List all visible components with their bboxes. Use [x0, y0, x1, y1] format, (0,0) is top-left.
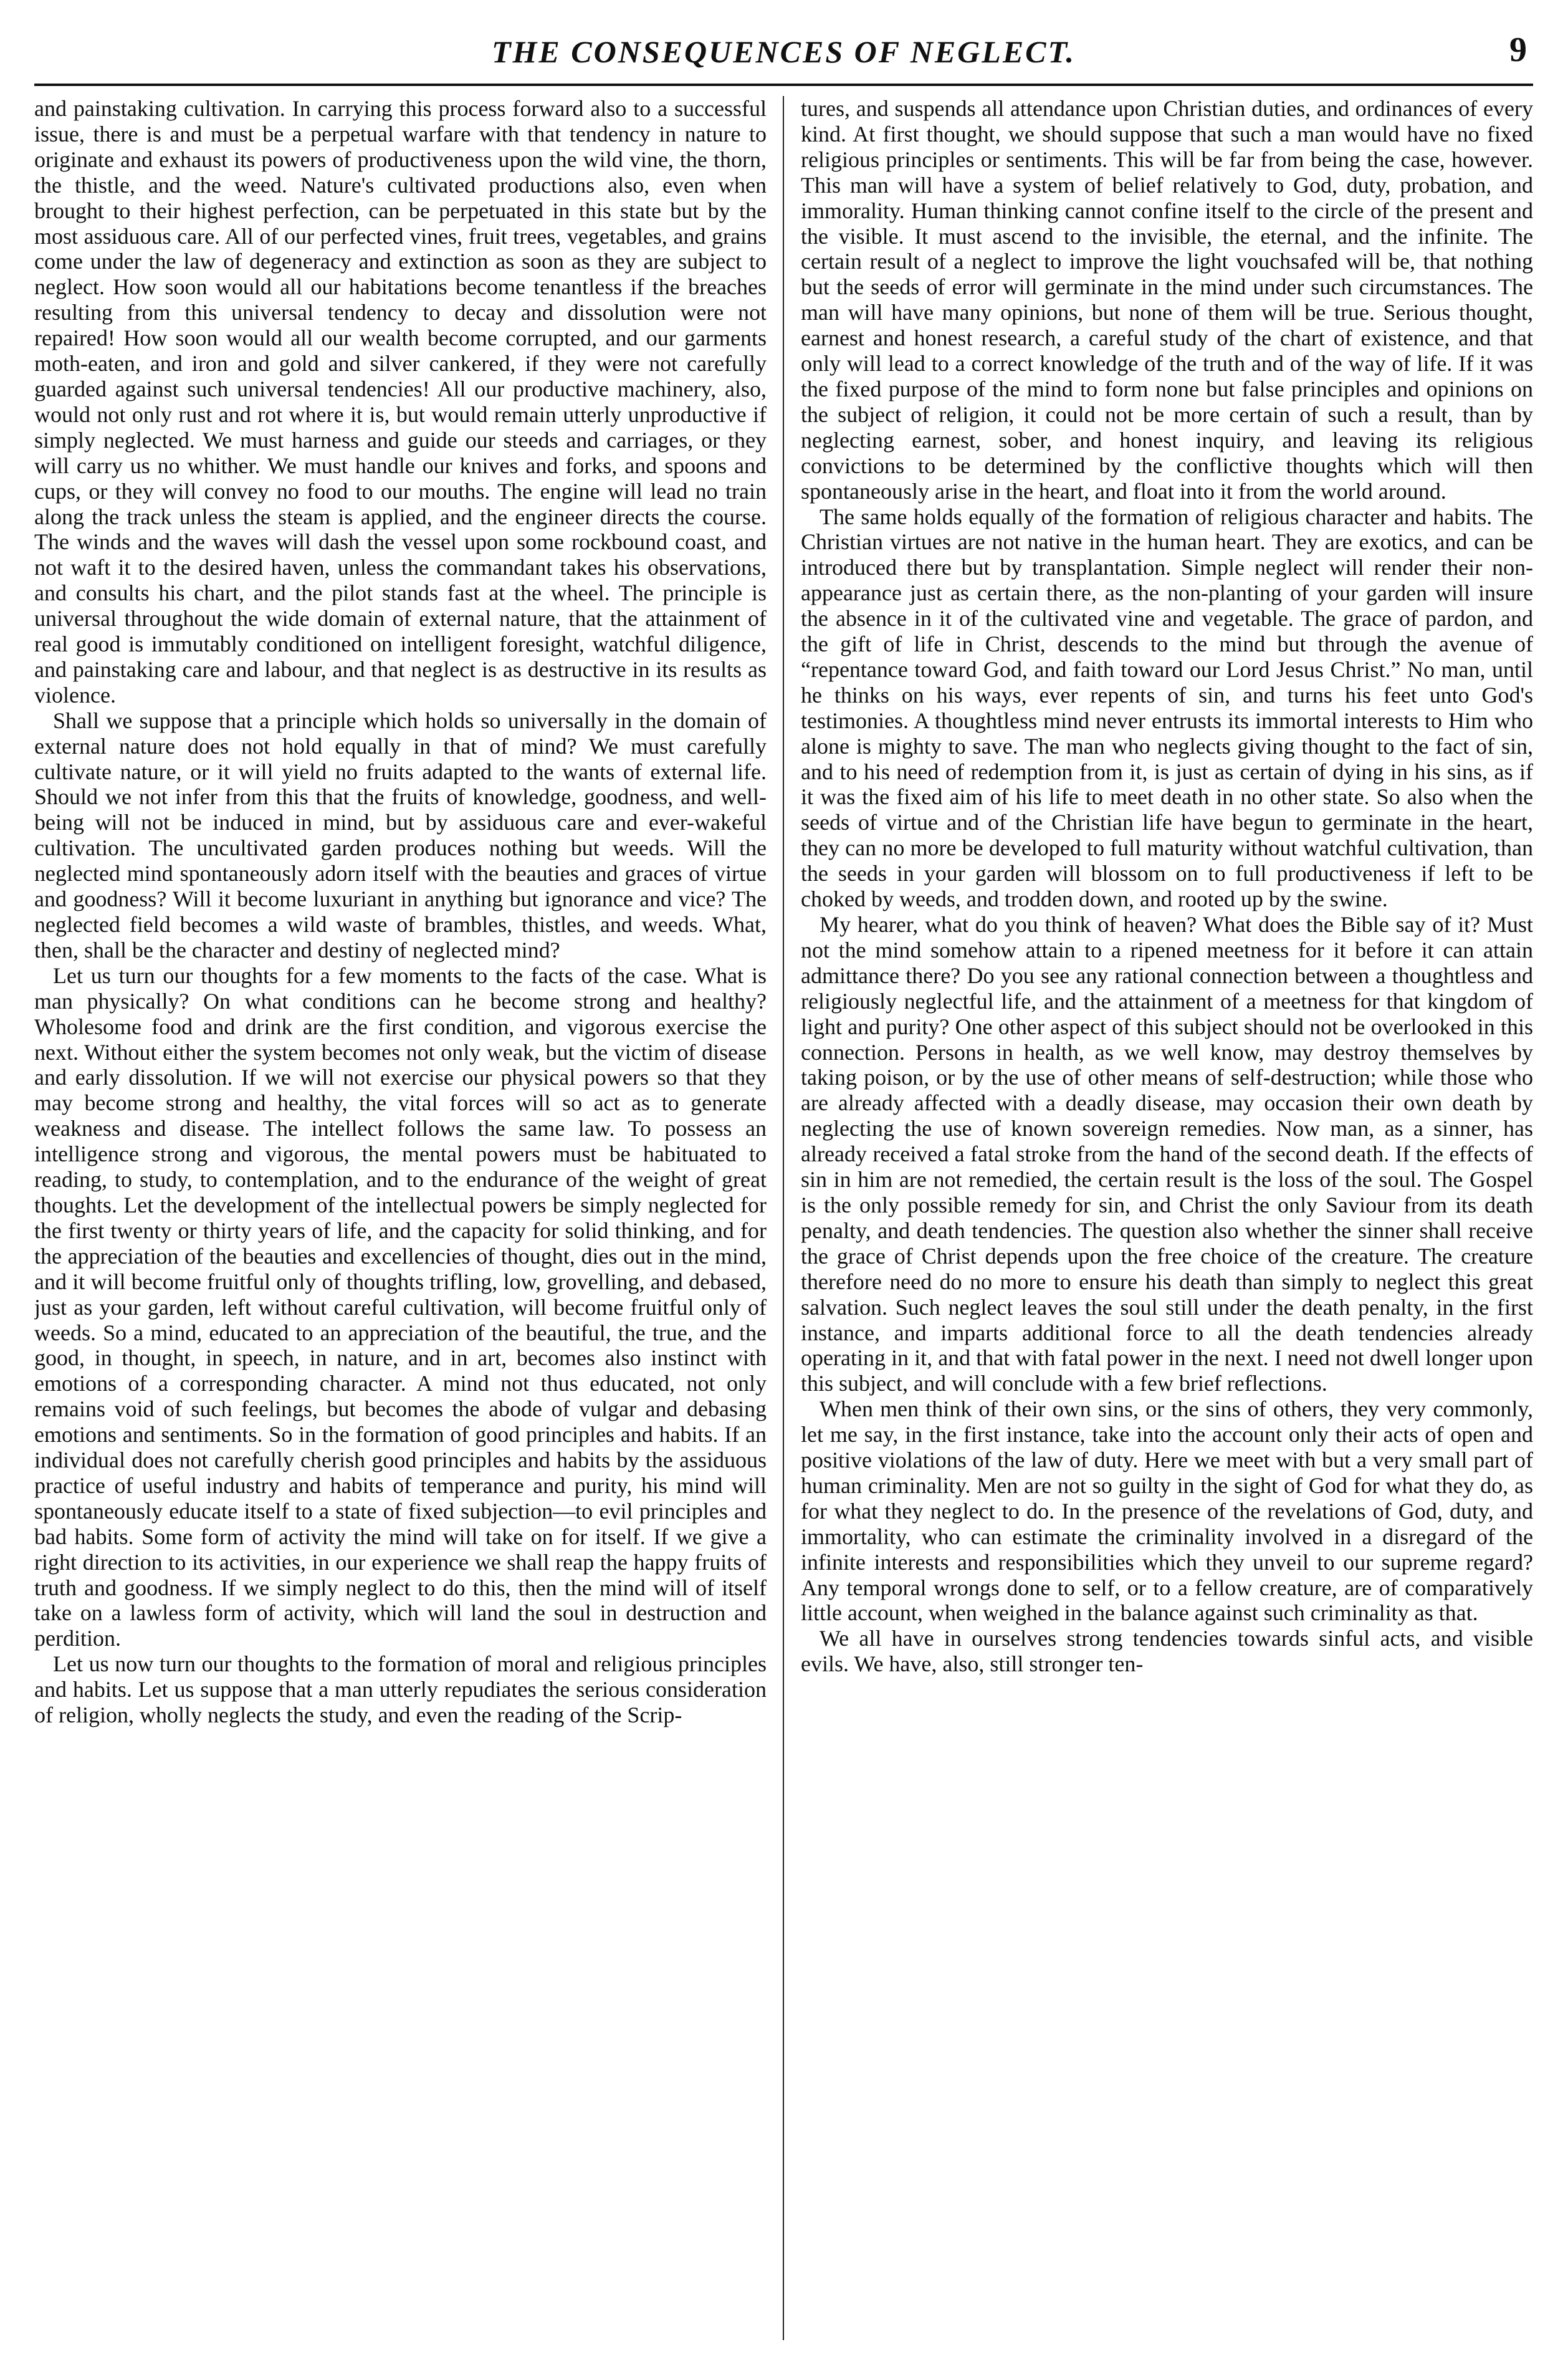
paragraph: tures, and suspends all attendance upon Christian duties, and ordinances of every kind. At first thought, we should suppose that such a man would have no fixed religious principles or sentiments. This will be far from being the case, however. This man will have a system of belief relatively to God, duty, probation, and immorality. Human thinking cannot confine itself to the circle of the present and the visible. It must ascend to the invisible, the eternal, and the infinite. The certain result of a neglect to improve the light vouchsafed will be, that nothing but the seeds of error will germinate in the mind under such circumstances. The man will have many opinions, but none of them will be true. Serious thought, earnest and honest research, a careful study of the chart of existence, and that only will lead to a correct knowledge of the truth and of the way of life. If it was the fixed purpose of the mind to form none but false principles and opinions on the subject of religion, it could not be more certain of such a result, than by neglecting earnest, sober, and honest inquiry, and leaving its religious convictions to be determined by the conflictive thoughts which will then spontaneously arise in the heart, and float into it from the world around.: [801, 96, 1533, 504]
text-columns: [34, 96, 1533, 2340]
right-column: [801, 96, 1533, 2340]
header-rule: [34, 84, 1533, 86]
column-divider: [783, 96, 784, 2340]
paragraph: Let us now turn our thoughts to the formation of moral and religious principles and habits. Let us suppose that a man utterly repudiates the serious consideration of religion, wholly neglects the study, and even the reading of the Scrip-: [34, 1651, 767, 1728]
page-number: 9: [1509, 31, 1527, 69]
paragraph: The same holds equally of the formation of religious character and habits. The Christian virtues are not native in the human heart. They are exotics, and can be introduced there but by transplantation. Simple neglect will render their non-appearance just as certain there, as the non-planting of your garden will insure the absence in it of the cultivated vine and vegetable. The grace of pardon, and the gift of life in Christ, descends to the mind but through the avenue of “repentance toward God, and faith toward our Lord Jesus Christ.” No man, until he thinks on his ways, ever repents of sin, and turns his feet unto God's testimonies. A thoughtless mind never entrusts its immortal interests to Him who alone is mighty to save. The man who neglects giving thought to the fact of sin, and to his need of redemption from it, is just as certain of dying in his sins, as if it was the fixed aim of his life to meet death in no other state. So also when the seeds of virtue and of the Christian life have begun to germinate in the heart, they can no more be developed to full maturity without watchful cultivation, than the seeds in your garden will blossom on to full productiveness if left to be choked by weeds, and trodden down, and rooted up by the swine.: [801, 504, 1533, 912]
paragraph: We all have in ourselves strong tendencies towards sinful acts, and visible evils. We have, also, still stronger ten-: [801, 1626, 1533, 1677]
page-title: THE CONSEQUENCES OF NEGLECT.: [491, 34, 1076, 69]
left-column: [34, 96, 767, 2340]
running-head: [34, 19, 1533, 69]
paragraph: My hearer, what do you think of heaven? What does the Bible say of it? Must not the mind somehow attain to a ripened meetness for it before it can attain admittance there? Do you see any rational connection between a thoughtless and religiously neglectful life, and the attainment of a meetness for that kingdom of light and purity? One other aspect of this subject should not be overlooked in this connection. Persons in health, as we well know, may destroy themselves by taking poison, or by the use of other means of self-destruction; while those who are already affected with a deadly disease, may occasion their own death by neglecting the use of known sovereign remedies. Now man, as a sinner, has already received a fatal stroke from the hand of the second death. If the effects of sin in him are not remedied, the certain result is the loss of the soul. The Gospel is the only possible remedy for sin, and Christ the only Saviour from its death penalty, and death tendencies. The question also whether the sinner shall receive the grace of Christ depends upon the free choice of the creature. The creature therefore need do no more to ensure his death than simply to neglect this great salvation. Such neglect leaves the soul still under the death penalty, in the first instance, and imparts additional force to all the death tendencies already operating in it, and that with fatal power in the next. I need not dwell longer upon this subject, and will conclude with a few brief reflections.: [801, 912, 1533, 1396]
paragraph: When men think of their own sins, or the sins of others, they very commonly, let me say, in the first instance, take into the account only their acts of open and positive violations of the law of duty. Here we meet with but a very small part of human criminality. Men are not so guilty in the sight of God for what they do, as for what they neglect to do. In the presence of the revelations of God, duty, and immortality, who can estimate the criminality involved in a disregard of the infinite interests and responsibilities which they unveil to our supreme regard? Any temporal wrongs done to self, or to a fellow creature, are of comparatively little account, when weighed in the balance against such criminality as that.: [801, 1396, 1533, 1626]
printed-page: [34, 19, 1533, 2344]
paragraph: Let us turn our thoughts for a few moments to the facts of the case. What is man physically? On what conditions can he become strong and healthy? Wholesome food and drink are the first condition, and vigorous exercise the next. Without either the system becomes not only weak, but the victim of disease and early dissolution. If we will not exercise our physical powers so that they may become strong and healthy, the vital forces will so act as to generate weakness and disease. The intellect follows the same law. To possess an intelligence strong and vigorous, the mental powers must be habituated to reading, to study, to contemplation, and to the endurance of the weight of great thoughts. Let the development of the intellectual powers be simply neglected for the first twenty or thirty years of life, and the capacity for solid thinking, and for the appreciation of the beauties and excellencies of thought, dies out in the mind, and it will become fruitful only of thoughts trifling, low, grovelling, and debased, just as your garden, left without careful cultivation, will become fruitful only of weeds. So a mind, educated to an appreciation of the beautiful, the true, and the good, in thought, in speech, in nature, and in art, becomes also instinct with emotions of a corresponding character. A mind not thus educated, not only remains void of such feelings, but becomes the abode of vulgar and debasing emotions and sentiments. So in the formation of good principles and habits. If an individual does not carefully cherish good principles and habits by the assiduous practice of useful industry and habits of temperance and purity, his mind will spontaneously educate itself to a state of fixed subjection—to evil principles and bad habits. Some form of activity the mind will take on for itself. If we give a right direction to its activities, in our experience we shall reap the happy fruits of truth and goodness. If we simply neglect to do this, then the mind will of itself take on a lawless form of activity, which will land the soul in destruction and perdition.: [34, 963, 767, 1651]
paragraph: and painstaking cultivation. In carrying this process forward also to a successful issue, there is and must be a perpetual warfare with that tendency in nature to originate and exhaust its powers of productiveness upon the wild vine, the thorn, the thistle, and the weed. Nature's cultivated productions also, even when brought to their highest perfection, can be perpetuated in this state but by the most assiduous care. All of our perfected vines, fruit trees, vegetables, and grains come under the law of degeneracy and extinction as soon as they are subject to neglect. How soon would all our habitations become tenantless if the breaches resulting from this universal tendency to decay and dissolution were not repaired! How soon would all our wealth become corrupted, and our garments moth-eaten, and iron and gold and silver cankered, if they were not carefully guarded against such universal tendencies! All our productive machinery, also, would not only rust and rot where it is, but would remain utterly unproductive if simply neglected. We must harness and guide our steeds and carriages, or they will carry us no whither. We must handle our knives and forks, and spoons and cups, or they will convey no food to our mouths. The engine will lead no train along the track unless the steam is applied, and the engineer directs the course. The winds and the waves will dash the vessel upon some rockbound coast, and not waft it to the desired haven, unless the commandant takes his observations, and consults his chart, and the pilot stands fast at the wheel. The principle is universal throughout the wide domain of external nature, that the attainment of real good is immutably conditioned on intelligent foresight, watchful diligence, and painstaking care and labour, and that neglect is as destructive in its results as violence.: [34, 96, 767, 708]
paragraph: Shall we suppose that a principle which holds so universally in the domain of external nature does not hold equally in that of mind? We must carefully cultivate nature, or it will yield no fruits adapted to the wants of external life. Should we not infer from this that the fruits of knowledge, goodness, and well-being will not be induced in mind, but by assiduous care and ever-wakeful cultivation. The uncultivated garden produces nothing but weeds. Will the neglected mind spontaneously adorn itself with the beauties and graces of virtue and goodness? Will it become luxuriant in anything but ignorance and vice? The neglected field becomes a wild waste of brambles, thistles, and weeds. What, then, shall be the character and destiny of neglected mind?: [34, 708, 767, 963]
